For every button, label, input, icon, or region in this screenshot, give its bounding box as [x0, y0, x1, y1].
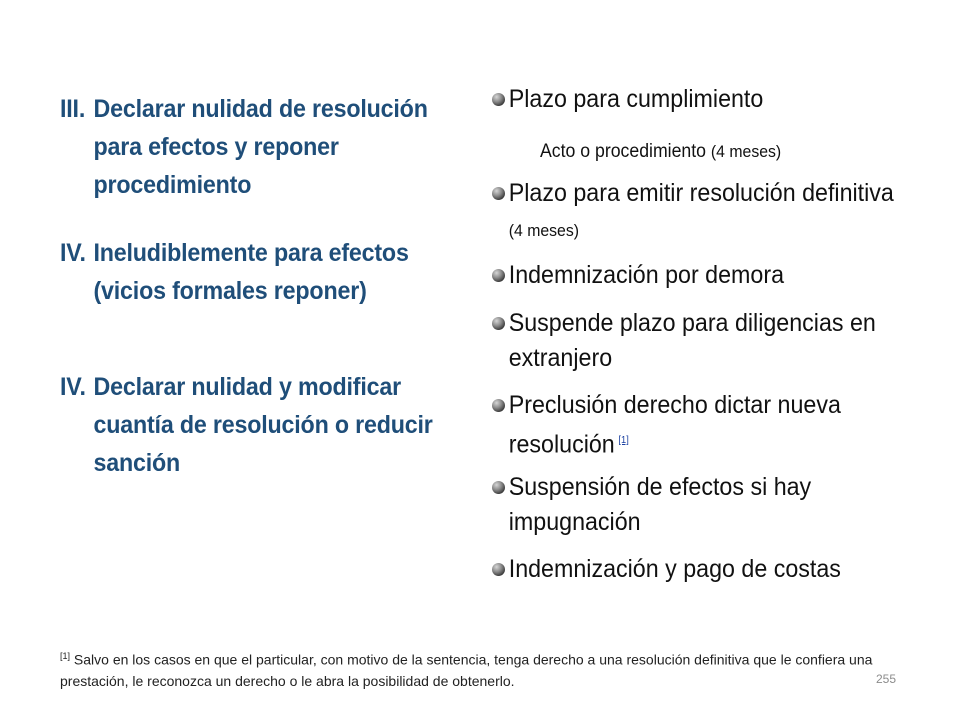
footnote [60, 646, 910, 692]
sub-bullet-text [540, 134, 781, 169]
bullet-indemnizacion-demora [492, 258, 932, 293]
bullet-plazo-cumplimiento [492, 82, 932, 162]
sub-bullet-main: Acto o procedimiento [540, 141, 711, 162]
bullet-plazo-resolucion [492, 176, 932, 248]
footnote-text: Salvo en los casos en que el particular, con motivo de la sentencia, tenga derecho a una resolución definitiva que le confiera una prestación, le reconozca un derecho o le abra la posibilidad de obtenerlo. [60, 651, 873, 689]
bullet-text: Suspensión de efectos si hay impugnación [508, 473, 812, 536]
bullet-duration: (4 meses) [508, 221, 580, 240]
item-number: IV. [60, 239, 86, 267]
bullet-text: Preclusión derecho dictar nueva resolución [508, 391, 841, 459]
sub-bullet-duration: (4 meses) [710, 142, 782, 161]
item-text: Declarar nulidad y modificar cuantía de resolución o reducir sanción [93, 373, 433, 477]
footnote-marker: [1] [60, 651, 71, 661]
bullet-text: Indemnización por demora [508, 261, 785, 289]
left-item-4a [60, 234, 441, 310]
bullet-text: Indemnización y pago de costas [508, 555, 841, 583]
page-number: 255 [876, 672, 897, 686]
bullet-indemnizacion-costas [492, 552, 932, 587]
bullet-text: Plazo para emitir resolución definitiva [508, 179, 894, 207]
item-text: Declarar nulidad de resolución para efectos y reponer procedimiento [93, 95, 428, 199]
bullet-suspension-efectos [492, 470, 932, 540]
left-item-3 [60, 90, 441, 204]
bullet-text: Suspende plazo para diligencias en extranjero [508, 309, 876, 372]
item-number: III. [60, 95, 86, 123]
left-item-4b [60, 368, 441, 482]
item-number: IV. [60, 373, 86, 401]
footnote-link[interactable]: [1] [618, 435, 629, 446]
bullet-preclusion [492, 388, 932, 462]
item-text: Ineludiblemente para efectos (vicios formales reponer) [93, 239, 409, 305]
bullet-suspende-plazo [492, 306, 932, 376]
bullet-text: Plazo para cumplimiento [508, 85, 764, 113]
